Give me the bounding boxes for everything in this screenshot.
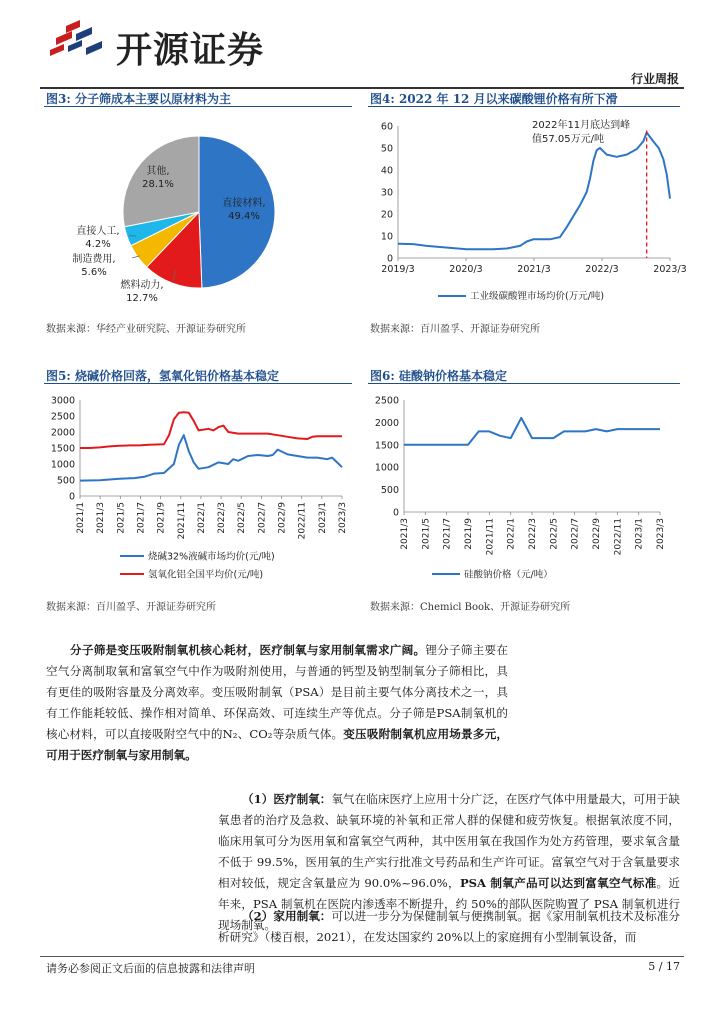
series-line-0 bbox=[398, 133, 670, 250]
y-tick-label: 1000 bbox=[374, 462, 399, 474]
p2-text-2: 。近年来，PSA 制氧机在医院内渗透率不断提升，约 50%的部队医院购置了 PSA 制氧机进行现场制氧。 bbox=[218, 876, 680, 932]
x-tick-label: 2021/9 bbox=[156, 502, 167, 534]
x-tick-label: 2021/3 bbox=[400, 518, 410, 550]
y-tick-label: 0 bbox=[392, 507, 399, 519]
x-tick-label: 2021/5 bbox=[421, 518, 432, 550]
y-tick-label: 30 bbox=[380, 187, 393, 199]
x-tick-label: 2023/1 bbox=[317, 502, 328, 534]
fig6-title: 图6: 硅酸钠价格基本稳定 bbox=[370, 369, 507, 383]
y-tick-label: 40 bbox=[380, 165, 393, 177]
p3-text: 可以进一步分为保健制氧与便携制氧。据《家用制氧机技术及标准分析研究》（楼百根，2021），在发达国家约 20%以上的家庭拥有小型制氧设备，而 bbox=[218, 909, 680, 944]
y-tick-label: 2500 bbox=[50, 411, 75, 423]
y-tick-label: 2000 bbox=[50, 427, 75, 439]
paragraph-1 bbox=[46, 640, 508, 766]
x-tick-label: 2023/3 bbox=[653, 264, 687, 275]
fig5-title: 图5: 烧碱价格回落，氢氧化铝价格基本稳定 bbox=[46, 369, 279, 383]
x-tick-label: 2022/9 bbox=[592, 518, 602, 550]
pie-label-4: 其他, bbox=[146, 166, 170, 177]
footer-divider bbox=[40, 956, 684, 957]
fig4-annotation-line2: 值57.05万元/吨 bbox=[532, 134, 604, 145]
fig4-line-chart bbox=[368, 110, 687, 315]
x-tick-label: 2022/3 bbox=[528, 518, 538, 550]
page-number: 5 / 17 bbox=[648, 960, 680, 973]
fig5-source: 数据来源：百川盈孚、开源证券研究所 bbox=[46, 602, 216, 613]
p1-text: 锂分子筛主要在空气分离制取氧和富氧空气中作为吸附剂使用，与普通的钙型及钠型制氧分子筛相比，具有更佳的吸附容量及分离效率。变压吸附制氧（PSA）是目前主要气体分离技术之一，具有工作能耗较低、操作相对简单、环保高效、可连续生产等优点。分子筛是PSA制氧机的核心材料，可以直接吸附空气中的N₂、CO₂等杂质气体。 bbox=[46, 643, 508, 741]
y-tick-label: 60 bbox=[380, 121, 393, 133]
fig4-title: 图4: 2022 年 12 月以来碳酸锂价格有所下滑 bbox=[370, 92, 618, 106]
y-tick-label: 0 bbox=[68, 491, 75, 503]
header-divider bbox=[40, 87, 684, 89]
x-tick-label: 2022/5 bbox=[237, 502, 248, 534]
footer-disclaimer: 请务必参阅正文后面的信息披露和法律声明 bbox=[46, 962, 255, 975]
brand-name: 开源证券 bbox=[116, 30, 265, 71]
x-tick-label: 2021/7 bbox=[442, 518, 453, 550]
series-line-1 bbox=[80, 412, 342, 448]
fig6-source: 数据来源：Chemicl Book、开源证券研究所 bbox=[370, 602, 571, 613]
x-tick-label: 2022/11 bbox=[297, 502, 308, 540]
p1-lead: 分子筛是变压吸附制氧机核心耗材，医疗制氧与家用制氧需求广阔。 bbox=[70, 643, 426, 657]
pie-label-1: 燃料动力, bbox=[120, 280, 164, 291]
fig6-legend-label: 硅酸钠价格（元/吨） bbox=[464, 569, 553, 581]
pie-value-4: 28.1% bbox=[142, 179, 174, 190]
x-tick-label: 2022/5 bbox=[549, 518, 560, 550]
y-tick-label: 500 bbox=[56, 475, 75, 487]
y-tick-label: 1000 bbox=[50, 459, 75, 471]
x-tick-label: 2022/3 bbox=[217, 502, 228, 534]
y-tick-label: 500 bbox=[380, 485, 399, 497]
pie-value-2: 5.6% bbox=[81, 267, 107, 278]
fig6-line-chart bbox=[368, 388, 680, 593]
y-tick-label: 10 bbox=[380, 231, 393, 243]
x-tick-label: 2022/1 bbox=[196, 502, 207, 534]
fig5-rule bbox=[44, 383, 352, 384]
fig4-rule bbox=[368, 106, 680, 107]
x-tick-label: 2021/3 bbox=[517, 264, 551, 275]
x-tick-label: 2021/1 bbox=[76, 502, 86, 534]
x-tick-label: 2021/11 bbox=[176, 502, 187, 540]
fig3-rule bbox=[44, 106, 352, 107]
x-tick-label: 2019/3 bbox=[381, 264, 415, 275]
y-tick-label: 20 bbox=[380, 209, 393, 221]
y-tick-label: 2500 bbox=[374, 395, 399, 407]
fig5-legend-label-0: 烧碱32%液碱市场均价(元/吨) bbox=[148, 551, 275, 563]
x-tick-label: 2023/3 bbox=[338, 502, 348, 534]
x-tick-label: 2023/1 bbox=[634, 518, 645, 550]
fig4-annotation-line1: 2022年11月底达到峰 bbox=[532, 120, 631, 131]
y-tick-label: 1500 bbox=[50, 443, 75, 455]
brand-logo-icon bbox=[46, 20, 104, 62]
pie-label-3: 直接人工, bbox=[76, 226, 120, 237]
p3-heading: （2）家用制氧： bbox=[242, 909, 332, 923]
report-type: 行业周报 bbox=[630, 72, 679, 86]
pie-value-0: 49.4% bbox=[228, 211, 260, 222]
fig4-legend-label: 工业级碳酸锂市场均价(万元/吨) bbox=[470, 291, 605, 302]
x-tick-label: 2023/3 bbox=[656, 518, 666, 550]
p2-emphasis: PSA 制氧产品可以达到富氧空气标准 bbox=[459, 876, 657, 890]
y-tick-label: 50 bbox=[380, 143, 393, 155]
x-tick-label: 2021/9 bbox=[464, 518, 474, 550]
p1-tail: 变压吸附制氧机应用场景多元，可用于医疗制氧与家用制氧。 bbox=[46, 727, 508, 762]
y-tick-label: 2000 bbox=[374, 417, 399, 429]
x-tick-label: 2020/3 bbox=[449, 264, 483, 275]
x-tick-label: 2022/3 bbox=[585, 264, 619, 275]
fig5-line-chart bbox=[44, 388, 352, 593]
pie-label-0: 直接材料, bbox=[222, 198, 266, 209]
y-tick-label: 1500 bbox=[374, 440, 399, 452]
x-tick-label: 2021/3 bbox=[96, 502, 107, 534]
series-line-0 bbox=[404, 418, 660, 445]
x-tick-label: 2022/9 bbox=[277, 502, 288, 534]
y-tick-label: 0 bbox=[386, 253, 393, 265]
fig4-source: 数据来源：百川盈孚、开源证券研究所 bbox=[370, 324, 540, 335]
paragraph-3 bbox=[218, 906, 680, 948]
x-tick-label: 2021/5 bbox=[116, 502, 127, 534]
x-tick-label: 2022/7 bbox=[570, 518, 581, 550]
p2-text-1: 氧气在临床医疗上应用十分广泛，在医疗气体中用量最大，可用于缺氧患者的治疗及急救、缺氧环境的补氧和正常人群的保健和疲劳恢复。根据氧浓度不同，临床用氧可分为医用氧和富氧空气两种，其中医用氧在我国作为处方药管理，要求氧含量不低于 99.5%，医用氧的生产实行批准文号药品和生产许可证。富氧空气对于含氧量要求相对较低，规定含氧量应为 90.0%~96.0%， bbox=[218, 792, 680, 890]
fig5-legend-label-1: 氢氧化铝全国平均价(元/吨) bbox=[148, 569, 264, 581]
x-tick-label: 2022/11 bbox=[613, 518, 624, 556]
x-tick-label: 2021/7 bbox=[136, 502, 147, 534]
x-tick-label: 2021/11 bbox=[485, 518, 496, 556]
pie-value-3: 4.2% bbox=[85, 239, 111, 250]
series-line-0 bbox=[80, 435, 342, 480]
pie-value-1: 12.7% bbox=[126, 293, 158, 304]
fig3-source: 数据来源：华经产业研究院、开源证券研究所 bbox=[46, 324, 246, 335]
x-tick-label: 2022/1 bbox=[506, 518, 517, 550]
y-tick-label: 3000 bbox=[50, 395, 75, 407]
fig6-rule bbox=[368, 383, 680, 384]
x-tick-label: 2022/7 bbox=[257, 502, 268, 534]
fig3-title: 图3: 分子筛成本主要以原材料为主 bbox=[46, 92, 231, 106]
fig3-pie-chart bbox=[44, 110, 352, 315]
p2-heading: （1）医疗制氧： bbox=[242, 792, 332, 806]
pie-label-2: 制造费用, bbox=[72, 254, 116, 265]
